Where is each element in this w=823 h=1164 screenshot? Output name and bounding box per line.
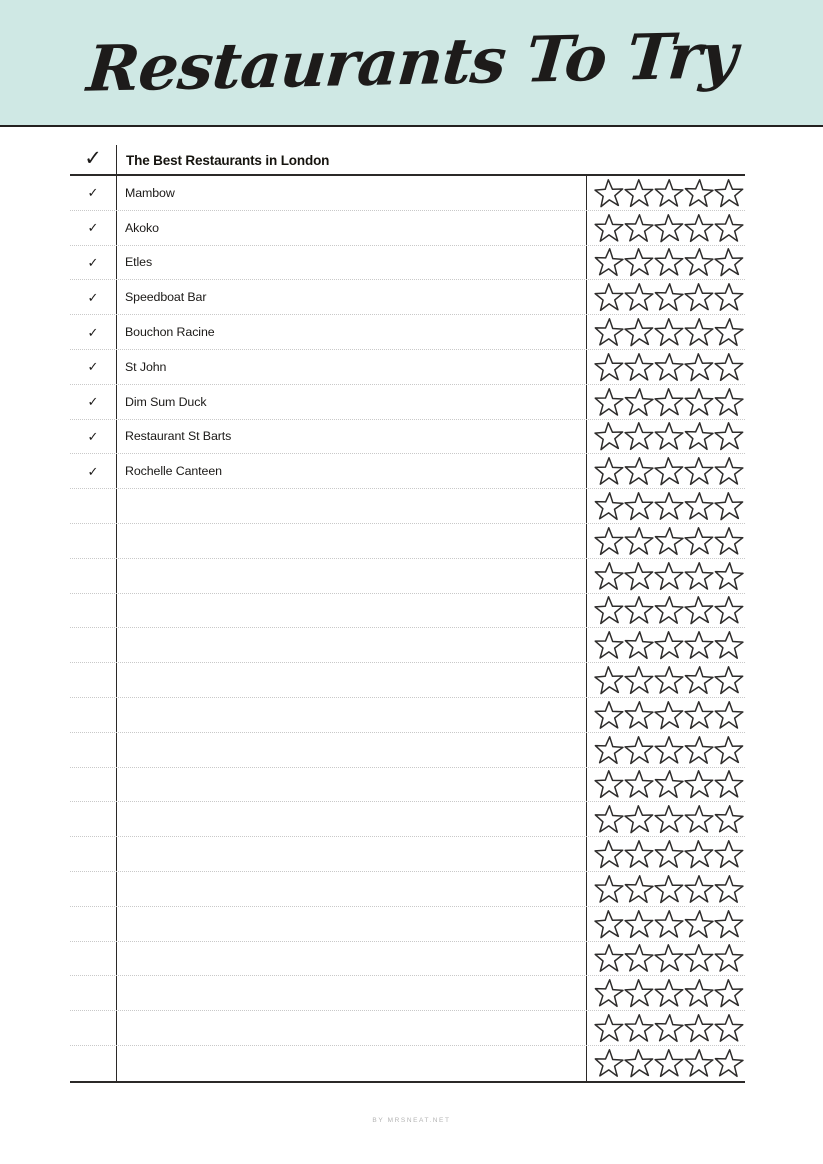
table-row <box>70 350 745 385</box>
restaurant-name-cell[interactable] <box>116 594 586 628</box>
rating-cell <box>586 837 745 871</box>
rating-cell <box>586 211 745 245</box>
table-row <box>70 768 745 803</box>
star-rating-icon[interactable] <box>684 212 715 243</box>
row-checkbox[interactable]: ✓ <box>87 185 99 201</box>
table-row <box>70 976 745 1011</box>
rating-cell <box>586 315 745 349</box>
star-rating-icon[interactable] <box>623 386 655 418</box>
star-rating-icon[interactable] <box>713 630 744 661</box>
star-rating-icon[interactable] <box>714 769 744 799</box>
star-rating-icon[interactable] <box>623 699 654 730</box>
rating-cell <box>586 907 745 941</box>
star-rating-icon[interactable] <box>653 839 684 870</box>
table-body <box>70 176 745 1083</box>
star-rating-icon[interactable] <box>624 352 654 382</box>
star-rating-icon[interactable] <box>623 873 655 905</box>
star-rating-icon[interactable] <box>713 421 744 452</box>
star-rating-icon[interactable] <box>683 734 714 765</box>
restaurant-name-cell[interactable]: Restaurant St Barts <box>125 429 232 444</box>
restaurant-name-cell[interactable]: Dim Sum Duck <box>125 394 207 409</box>
star-rating-icon[interactable] <box>594 526 625 557</box>
table-row <box>70 628 745 663</box>
restaurant-name-cell[interactable] <box>116 733 586 767</box>
star-rating-icon[interactable] <box>713 1048 745 1080</box>
restaurant-name-cell[interactable] <box>116 907 586 941</box>
star-rating-icon[interactable] <box>714 700 745 731</box>
star-rating-icon[interactable] <box>714 456 745 487</box>
table-row <box>70 315 745 350</box>
row-checkbox[interactable]: ✓ <box>87 254 99 270</box>
star-rating-icon[interactable] <box>624 595 654 625</box>
star-rating-icon[interactable] <box>653 525 685 557</box>
star-rating-icon[interactable] <box>594 630 625 661</box>
restaurant-name-cell[interactable] <box>116 698 586 732</box>
table-row <box>70 907 745 942</box>
rating-cell <box>586 350 745 384</box>
star-rating-icon[interactable] <box>624 839 654 869</box>
star-rating-icon[interactable] <box>594 769 625 800</box>
star-rating-icon[interactable] <box>623 1048 655 1080</box>
table-row <box>70 1011 745 1046</box>
star-rating-icon[interactable] <box>594 386 625 417</box>
restaurant-name-cell[interactable] <box>116 976 586 1010</box>
star-rating-icon[interactable] <box>714 839 745 870</box>
star-rating-icon[interactable] <box>594 700 624 730</box>
star-rating-icon[interactable] <box>623 316 655 348</box>
star-rating-icon[interactable] <box>683 351 715 383</box>
table-row <box>70 454 745 489</box>
row-checkbox[interactable]: ✓ <box>87 289 99 305</box>
star-rating-icon[interactable] <box>713 977 745 1009</box>
star-rating-icon[interactable] <box>654 804 685 835</box>
restaurant-name-cell[interactable] <box>116 872 586 906</box>
star-rating-icon[interactable] <box>654 1048 685 1079</box>
page-title: Restaurants To Try <box>83 18 740 106</box>
star-rating-icon[interactable] <box>713 177 744 208</box>
star-rating-icon[interactable] <box>624 526 655 557</box>
restaurant-name-cell[interactable] <box>116 489 586 523</box>
table-row <box>70 246 745 281</box>
star-rating-icon[interactable] <box>654 665 685 696</box>
star-rating-icon[interactable] <box>623 560 655 592</box>
star-rating-icon[interactable] <box>623 943 654 974</box>
rating-cell <box>586 628 745 662</box>
star-rating-icon[interactable] <box>653 943 685 975</box>
rating-cell <box>586 733 745 767</box>
table-header-title: The Best Restaurants in London <box>116 145 745 175</box>
star-rating-icon[interactable] <box>683 282 714 313</box>
star-rating-icon[interactable] <box>653 595 684 626</box>
star-rating-icon[interactable] <box>594 213 624 243</box>
table-row <box>70 211 745 246</box>
table-row <box>70 872 745 907</box>
star-rating-icon[interactable] <box>654 247 684 277</box>
star-rating-icon[interactable] <box>653 456 685 488</box>
star-rating-icon[interactable] <box>684 700 715 731</box>
rating-cell <box>586 942 745 976</box>
star-rating-icon[interactable] <box>684 804 715 835</box>
table-row <box>70 837 745 872</box>
star-rating-icon[interactable] <box>683 908 715 940</box>
table-row <box>70 594 745 629</box>
star-rating-icon[interactable] <box>714 595 745 626</box>
rating-cell <box>586 976 745 1010</box>
star-rating-icon[interactable] <box>713 560 745 592</box>
table-row <box>70 663 745 698</box>
star-rating-icon[interactable] <box>684 630 714 660</box>
star-rating-icon[interactable] <box>593 560 624 591</box>
star-rating-icon[interactable] <box>684 874 714 904</box>
star-rating-icon[interactable] <box>683 769 714 800</box>
star-rating-icon[interactable] <box>683 177 715 209</box>
table-row <box>70 942 745 977</box>
star-rating-icon[interactable] <box>594 874 625 905</box>
row-checkbox[interactable]: ✓ <box>87 394 99 410</box>
star-rating-icon[interactable] <box>683 491 714 522</box>
table-row <box>70 802 745 837</box>
star-rating-icon[interactable] <box>594 456 624 486</box>
star-rating-icon[interactable] <box>714 282 744 312</box>
table-row <box>70 280 745 315</box>
star-rating-icon[interactable] <box>654 317 685 348</box>
star-rating-icon[interactable] <box>684 943 715 974</box>
star-rating-icon[interactable] <box>654 560 685 591</box>
star-rating-icon[interactable] <box>623 978 654 1009</box>
star-rating-icon[interactable] <box>713 386 744 417</box>
star-rating-icon[interactable] <box>593 1048 624 1079</box>
star-rating-icon[interactable] <box>593 734 625 766</box>
star-rating-icon[interactable] <box>683 838 715 870</box>
table-row <box>70 176 745 211</box>
star-rating-icon[interactable] <box>623 629 655 661</box>
star-rating-icon[interactable] <box>594 943 624 973</box>
row-checkbox[interactable]: ✓ <box>87 220 99 236</box>
star-rating-icon[interactable] <box>593 804 624 835</box>
rating-cell <box>586 1046 745 1081</box>
star-rating-icon[interactable] <box>653 282 685 314</box>
row-checkbox[interactable]: ✓ <box>87 428 99 444</box>
star-rating-icon[interactable] <box>623 491 654 522</box>
star-rating-icon[interactable] <box>653 630 684 661</box>
rating-cell <box>586 594 745 628</box>
restaurant-name-cell[interactable] <box>116 802 586 836</box>
restaurant-checklist-table <box>70 146 745 1083</box>
star-rating-icon[interactable] <box>713 908 744 939</box>
rating-cell <box>586 524 745 558</box>
star-rating-icon[interactable] <box>683 978 714 1009</box>
table-header-row <box>70 146 745 176</box>
star-rating-icon[interactable] <box>714 212 745 243</box>
table-row <box>70 1046 745 1081</box>
star-rating-icon[interactable] <box>714 943 745 974</box>
star-rating-icon[interactable] <box>654 421 685 452</box>
star-rating-icon[interactable] <box>713 247 745 279</box>
star-rating-icon[interactable] <box>683 247 714 278</box>
star-rating-icon[interactable] <box>593 351 624 382</box>
star-rating-icon[interactable] <box>714 1013 744 1043</box>
rating-cell <box>586 768 745 802</box>
star-rating-icon[interactable] <box>593 247 625 279</box>
star-rating-icon[interactable] <box>713 316 745 348</box>
star-rating-icon[interactable] <box>593 908 625 940</box>
star-rating-icon[interactable] <box>653 769 685 801</box>
star-rating-icon[interactable] <box>624 282 655 313</box>
star-rating-icon[interactable] <box>623 456 654 487</box>
star-rating-icon[interactable] <box>623 247 654 278</box>
rating-cell <box>586 280 745 314</box>
star-rating-icon[interactable] <box>683 595 715 627</box>
table-row <box>70 733 745 768</box>
star-rating-icon[interactable] <box>684 456 715 487</box>
star-rating-icon[interactable] <box>654 178 685 209</box>
star-rating-icon[interactable] <box>684 317 715 348</box>
restaurant-name-cell[interactable] <box>116 1011 586 1045</box>
rating-cell <box>586 489 745 523</box>
restaurant-name-cell[interactable] <box>116 1046 586 1081</box>
row-checkbox[interactable]: ✓ <box>87 324 99 340</box>
star-rating-icon[interactable] <box>684 1048 715 1079</box>
table-row <box>70 559 745 594</box>
star-rating-icon[interactable] <box>624 421 655 452</box>
star-rating-icon[interactable] <box>593 177 625 209</box>
row-checkbox[interactable]: ✓ <box>87 359 99 375</box>
restaurant-name-cell[interactable]: Mambow <box>125 185 175 200</box>
star-rating-icon[interactable] <box>654 491 684 521</box>
rating-cell <box>586 872 745 906</box>
star-rating-icon[interactable] <box>623 803 655 835</box>
star-rating-icon[interactable] <box>714 352 745 383</box>
star-rating-icon[interactable] <box>653 873 684 904</box>
star-rating-icon[interactable] <box>594 1013 625 1044</box>
star-rating-icon[interactable] <box>683 421 715 453</box>
restaurant-name-cell[interactable] <box>116 768 586 802</box>
star-rating-icon[interactable] <box>593 490 625 522</box>
rating-cell <box>586 420 745 454</box>
restaurant-name-cell[interactable]: Bouchon Racine <box>125 325 215 340</box>
star-rating-icon[interactable] <box>713 734 745 766</box>
star-rating-icon[interactable] <box>593 595 624 626</box>
page-header-banner <box>0 0 823 127</box>
table-row <box>70 489 745 524</box>
star-rating-icon[interactable] <box>623 734 654 765</box>
star-rating-icon[interactable] <box>653 1012 685 1044</box>
star-rating-icon[interactable] <box>593 317 624 348</box>
star-rating-icon[interactable] <box>624 1013 655 1044</box>
table-row <box>70 385 745 420</box>
restaurant-name-cell[interactable]: Speedboat Bar <box>125 290 207 305</box>
star-rating-icon[interactable] <box>713 490 745 522</box>
star-rating-icon[interactable] <box>683 525 714 556</box>
restaurant-name-cell[interactable] <box>116 663 586 697</box>
restaurant-name-cell[interactable]: Etles <box>125 255 153 270</box>
restaurant-name-cell[interactable]: Akoko <box>125 220 159 235</box>
footer-credit: BY MRSNEAT.NET <box>372 1117 451 1124</box>
star-rating-icon[interactable] <box>683 664 715 696</box>
star-rating-icon[interactable] <box>593 664 625 696</box>
rating-cell <box>586 454 745 488</box>
star-rating-icon[interactable] <box>653 212 685 244</box>
rating-cell <box>586 246 745 280</box>
restaurant-name-cell[interactable] <box>116 559 586 593</box>
restaurant-name-cell[interactable] <box>116 628 586 662</box>
rating-cell <box>586 559 745 593</box>
star-rating-icon[interactable] <box>593 421 625 453</box>
header-check-icon: ✓ <box>84 147 102 170</box>
rating-cell <box>586 802 745 836</box>
star-rating-icon[interactable] <box>654 735 684 765</box>
star-rating-icon[interactable] <box>624 665 655 696</box>
star-rating-icon[interactable] <box>624 178 655 209</box>
rating-cell <box>586 698 745 732</box>
star-rating-icon[interactable] <box>653 351 684 382</box>
restaurant-name-cell[interactable] <box>116 837 586 871</box>
star-rating-icon[interactable] <box>684 560 715 591</box>
restaurant-name-cell[interactable]: Rochelle Canteen <box>125 464 222 479</box>
table-row <box>70 524 745 559</box>
star-rating-icon[interactable] <box>684 387 714 417</box>
rating-cell <box>586 176 745 210</box>
star-rating-icon[interactable] <box>624 908 655 939</box>
star-rating-icon[interactable] <box>653 386 684 417</box>
star-rating-icon[interactable] <box>713 803 745 835</box>
star-rating-icon[interactable] <box>683 1013 714 1044</box>
star-rating-icon[interactable] <box>654 908 685 939</box>
star-rating-icon[interactable] <box>593 977 625 1009</box>
table-row <box>70 420 745 455</box>
table-row <box>70 698 745 733</box>
star-rating-icon[interactable] <box>594 282 625 313</box>
restaurant-name-cell[interactable] <box>116 942 586 976</box>
star-rating-icon[interactable] <box>593 839 624 870</box>
row-checkbox[interactable]: ✓ <box>87 463 99 479</box>
star-rating-icon[interactable] <box>714 526 744 556</box>
star-rating-icon[interactable] <box>624 769 655 800</box>
rating-cell <box>586 385 745 419</box>
star-rating-icon[interactable] <box>713 873 744 904</box>
restaurant-name-cell[interactable]: St John <box>125 359 167 374</box>
restaurant-name-cell[interactable] <box>116 524 586 558</box>
star-rating-icon[interactable] <box>654 978 684 1008</box>
star-rating-icon[interactable] <box>713 665 744 696</box>
rating-cell <box>586 663 745 697</box>
star-rating-icon[interactable] <box>653 699 685 731</box>
rating-cell <box>586 1011 745 1045</box>
star-rating-icon[interactable] <box>623 212 654 243</box>
